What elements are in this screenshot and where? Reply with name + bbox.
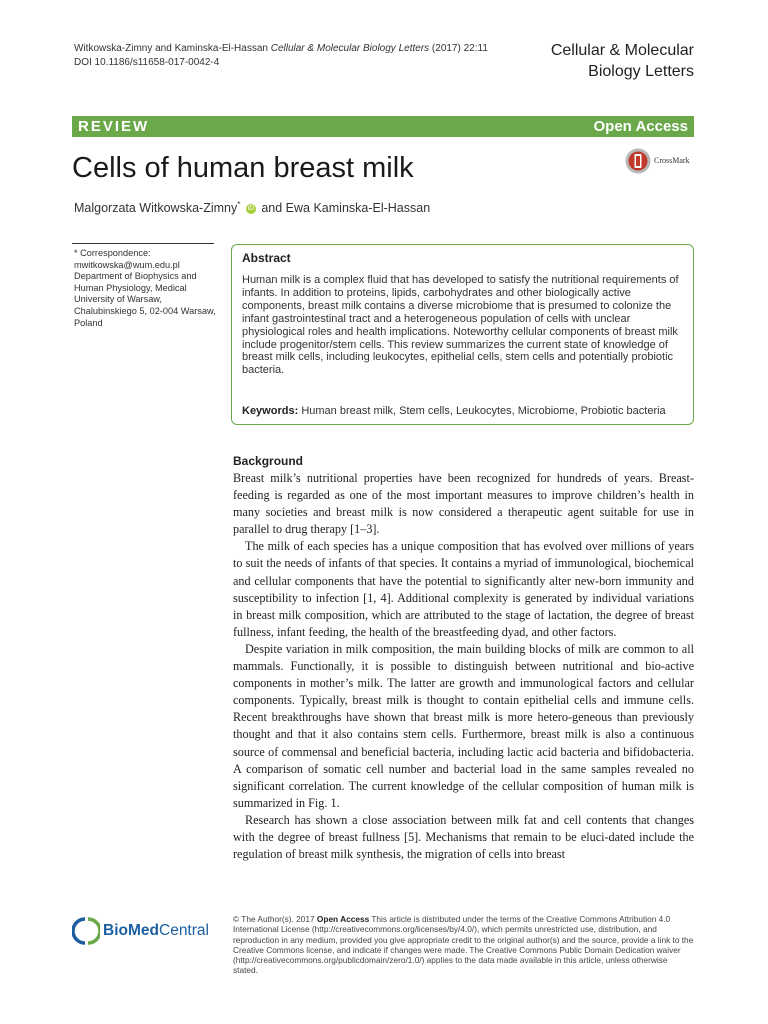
article-title: Cells of human breast milk: [72, 152, 414, 184]
citation-authors: Witkowska-Zimny and Kaminska-El-Hassan: [74, 43, 268, 54]
body-paragraph: Research has shown a close association between milk fat and cell contents that changes with the degree of breast fullness [5]. Mechanisms that remain to be eluci-dated include the regulation of breast milk synthesis, the migration of cells into breast: [233, 812, 694, 862]
correspondence-label: * Correspondence:: [74, 248, 151, 258]
journal-name-line2: Biology Letters: [588, 63, 694, 80]
sidebar-divider: [72, 243, 214, 244]
license-notice: [233, 914, 694, 976]
correspondence-block: [74, 248, 216, 329]
abstract-box: [231, 244, 694, 425]
citation-journal: Cellular & Molecular Biology Letters: [270, 43, 430, 54]
publisher-name-bold: BioMed: [103, 922, 159, 939]
license-text: This article is distributed under the terms of the Creative Commons Attribution 4.0 International License (http://creativecommons.org/licenses/by/4.0/), which permits unrestricted use, distribution, and reproduction in any medium, provided you give appropriate credit to the original author(s) and the source, provide a link to the Creative Commons license, and indicate if changes were made. The Creative Commons Public Domain Dedication waiver (http://creativecommons.org/publicdomain/zero/1.0/) applies to the data made available in this article, unless otherwise stated.: [233, 914, 694, 976]
corresponding-mark: *: [237, 200, 241, 209]
copyright-text: © The Author(s). 2017: [233, 914, 315, 924]
doi[interactable]: DOI 10.1186/s11658-017-0042-4: [74, 57, 220, 68]
body-text: [233, 470, 694, 863]
author-joiner: and: [261, 201, 283, 216]
author-name[interactable]: Ewa Kaminska-El-Hassan: [285, 201, 431, 216]
keywords-list: Human breast milk, Stem cells, Leukocytes, Microbiome, Probiotic bacteria: [301, 405, 666, 417]
crossmark-icon: [625, 148, 651, 174]
journal-name: [551, 40, 694, 82]
author-name[interactable]: Malgorzata Witkowska-Zimny: [74, 201, 238, 216]
journal-name-line1: Cellular & Molecular: [550, 42, 694, 59]
correspondence-email[interactable]: mwitkowska@wum.edu.pl: [74, 259, 180, 270]
article-type-label: REVIEW: [78, 118, 150, 135]
citation-header: [74, 42, 488, 70]
publisher-name-regular: Central: [159, 922, 209, 939]
biomed-central-icon: [72, 917, 100, 945]
article-type-bar: [72, 116, 694, 137]
citation-line: [74, 42, 488, 56]
open-access-mark: Open Access: [316, 914, 370, 924]
keywords-line: [242, 405, 666, 417]
orcid-icon[interactable]: iD: [247, 204, 255, 212]
body-paragraph: Despite variation in milk composition, the main building blocks of milk are common to all mammals. Functionally, it is possible to distinguish between nutritional and bio-active components in mother’s milk. The latter are growth and immunological factors and cellular components. Typically, breast milk is thought to contain epithelial cells and immune cells. Recent breakthroughs have shown that breast milk is more hetero-geneous than previously thought and that it also contains stem cells. Furthermore, breast milk is also a continuous source of commensal and beneficial bacteria, including lactic acid bacteria and bifidobacteria. A comparison of somatic cell number and bacterial load in the same samples revealed no significant correlation. The current knowledge of the cellular composition of human milk is summarized in Fig. 1.: [233, 641, 694, 810]
body-paragraph: The milk of each species has a unique composition that has evolved over millions of years to suit the needs of infants of that species. It contains a myriad of immunological, biochemical and cellular components that have the potential to significantly alter new-born immunity and susceptibility to infection [1, 4]. Additional complexity is generated by individual variations in breast milk composition, which are attributed to the stage of lactation, the degree of breast fullness, infant feeding, the health of the breastfeeding dyad, and other factors.: [233, 539, 694, 639]
citation-issue: (2017) 22:11: [431, 43, 488, 54]
open-access-label: Open Access: [593, 118, 688, 135]
keywords-label: Keywords:: [242, 405, 299, 417]
body-paragraph: Breast milk’s nutritional properties have been recognized for hundreds of years. Breast-feeding is regarded as one of the most important measures to improve children’s health in many societies and breast milk is now considered a therapeutic agent suitable for use in parallel to drug therapy [1–3].: [233, 471, 694, 537]
crossmark-badge[interactable]: [625, 146, 695, 176]
section-heading-background: Background: [233, 454, 304, 468]
abstract-text: Human milk is a complex fluid that has developed to satisfy the nutritional requirements of infants. In addition to proteins, lipids, carbohydrates and other biologically active components, breast milk contains a diverse microbiome that is presumed to colonize the infant gastrointestinal tract and a heterogeneous population of cells with unclear physiological roles and health implications. Noteworthy cellular components of breast milk include progenitor/stem cells. This review summarizes the current state of knowledge of breast milk cells, including leukocytes, epithelial cells, stem cells and potentially probiotic bacteria.: [242, 274, 679, 377]
abstract-heading: Abstract: [242, 251, 291, 265]
crossmark-label: CrossMark: [654, 156, 690, 165]
correspondence-affiliation: Department of Biophysics and Human Physiology, Medical University of Warsaw, Chalubinskiego 5, 02-004 Warsaw, Poland: [74, 271, 216, 328]
publisher-logo[interactable]: [72, 916, 217, 946]
author-list: [74, 200, 430, 215]
